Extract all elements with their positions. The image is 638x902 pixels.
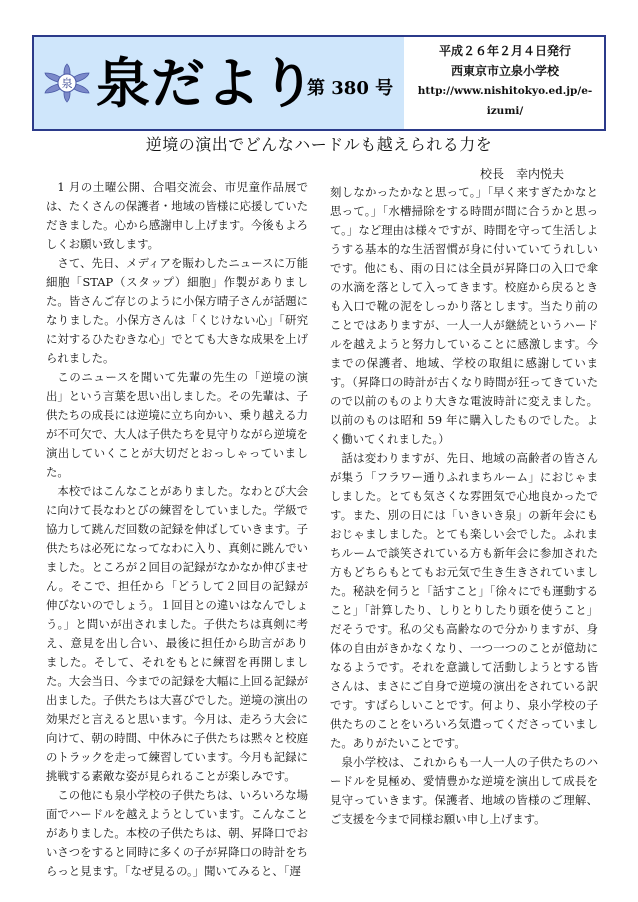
newsletter-title: 泉だより <box>96 51 316 115</box>
school-url-link[interactable]: http://www.nishitokyo.ed.jp/e-izumi/ <box>417 85 593 117</box>
emblem-text: 泉 <box>61 77 73 90</box>
right-column <box>330 183 598 829</box>
masthead-banner <box>34 37 404 129</box>
newsletter-header <box>32 35 606 131</box>
article-title: 逆境の演出でどんなハードルも越えられる力を <box>145 135 493 154</box>
paragraph: 泉小学校は、これからも一人一人の子供たちのハードルを見極め、愛情豊かな逆境を演出して成長を見守っていきます。保護者、地域の皆様のご理解、ご支援を今まで同様お願い申し上げます。 <box>330 755 598 826</box>
school-emblem-icon <box>44 63 90 103</box>
paragraph: さて、先日、メディアを賑わしたニュースに万能細胞「STAP（スタップ）細胞」作製がありました。皆さんご存じのように小保方晴子さんが話題になりました。小保方さんは「くじけない心」「研究に対するひたむきな心」でとても大きな成果を上げられました。 <box>46 256 308 365</box>
paragraph: 1 月の土曜公開、合唱交流会、市児童作品展では、たくさんの保護者・地域の皆様に応援していただきました。心から感謝申し上げます。今後もよろしくお願い致します。 <box>46 180 308 251</box>
paragraph: この他にも泉小学校の子供たちは、いろいろな場面でハードルを越えようとしています。こんなことがありました。本校の子供たちは、朝、昇降口でおいさつをすると同時に多くの子が昇降口の時計をちらっと見ます。「なぜ見るの。」聞いてみると、「遅 <box>46 788 308 878</box>
school-name: 西東京市立泉小学校 <box>450 64 559 78</box>
paragraph: 話は変わりますが、先日、地域の高齢者の皆さんが集う「フラワー通りふれまちルーム」におじゃましました。とても気さくな雰囲気で心地良かったです。また、別の日には「いきいき泉」の新年会にもおじゃましました。とても楽しい会でした。ふれまちルームで談笑されている方も新年会に参加された方もどちらもとてもお元気で生き生きされていました。秘訣を伺うと「話すこと」「徐々にでも運動すること」「計算したり、しりとりしたり頭を使うこと」だそうです。私の父も高齢なので分かりますが、身体の自由がきかなくなり、一つ一つのことが億劫になるようです。それを意識して活動しようとする皆さんは、まさにご自身で逆境の演出をされている訳です。すばらしいことです。何より、泉小学校の子供たちのことをいろいろ気遣ってくださっていました。ありがたいことです。 <box>330 451 598 750</box>
article-byline: 校長 幸内悦夫 <box>480 167 565 181</box>
paragraph: 本校ではこんなことがありました。なわとび大会に向けて長なわとびの練習をしていました。学級で協力して跳んだ回数の記録を伸ばしていきます。子供たちは必死になってなわに入り、真剣に跳んでいました。ところが２回目の記録がなかなか伸びません。そこで、担任から「どうして２回目の記録が伸びないのでしょう。１回目との違いはなんでしょう。」と問いが出されました。子供たちは真剣に考え、意見を出し合い、最後に担任から助言がありました。そして、それをもとに練習を再開しました。大会当日、今までの記録を大幅に上回る記録が出ました。子供たちは大喜びでした。逆境の演出の効果だと言えると思います。今月は、走ろう大会に向けて、朝の時間、中休みに子供たちは黙々と校庭のトラックを走って練習しています。今月も記録に挑戦する素敵な姿が見られることが楽しみです。 <box>46 484 308 783</box>
paragraph-continued: 刻しなかったかなと思って。」「早く来すぎたかなと思って。」「水槽掃除をする時間が間に合うかと思って。」など理由は様々ですが、時間を守って生活しようする基本的な生活習慣が身に付いていてうれしいです。他にも、雨の日には全員が昇降口の入口で傘の水滴を落として入ってきます。校庭から戻るときも入口で靴の泥をしっかり落とします。当たり前のことではありますが、一人一人が継続というハードルを越えようと努力していることに感激します。今までの保護者、地域、学校の取組に感謝しています。（昇降口の時計が古くなり時間が狂ってきていたので以前のものより大きな電波時計に変えました。以前のものは昭和 59 年に購入したものでした。よく働いてくれました。） <box>330 185 598 446</box>
publication-info <box>406 37 604 129</box>
left-column <box>46 178 308 881</box>
issue-number: 第 380 号 <box>307 78 394 99</box>
issue-date: 平成２６年２月４日発行 <box>438 44 571 58</box>
paragraph: このニュースを聞いて先輩の先生の「逆境の演出」という言葉を思い出しました。その先輩は、子供たちの成長には逆境に立ち向かい、乗り越える力が不可欠で、大人は子供たちを見守りながら逆境を演出していくことが大切だとおっしゃっていました。 <box>46 370 308 479</box>
